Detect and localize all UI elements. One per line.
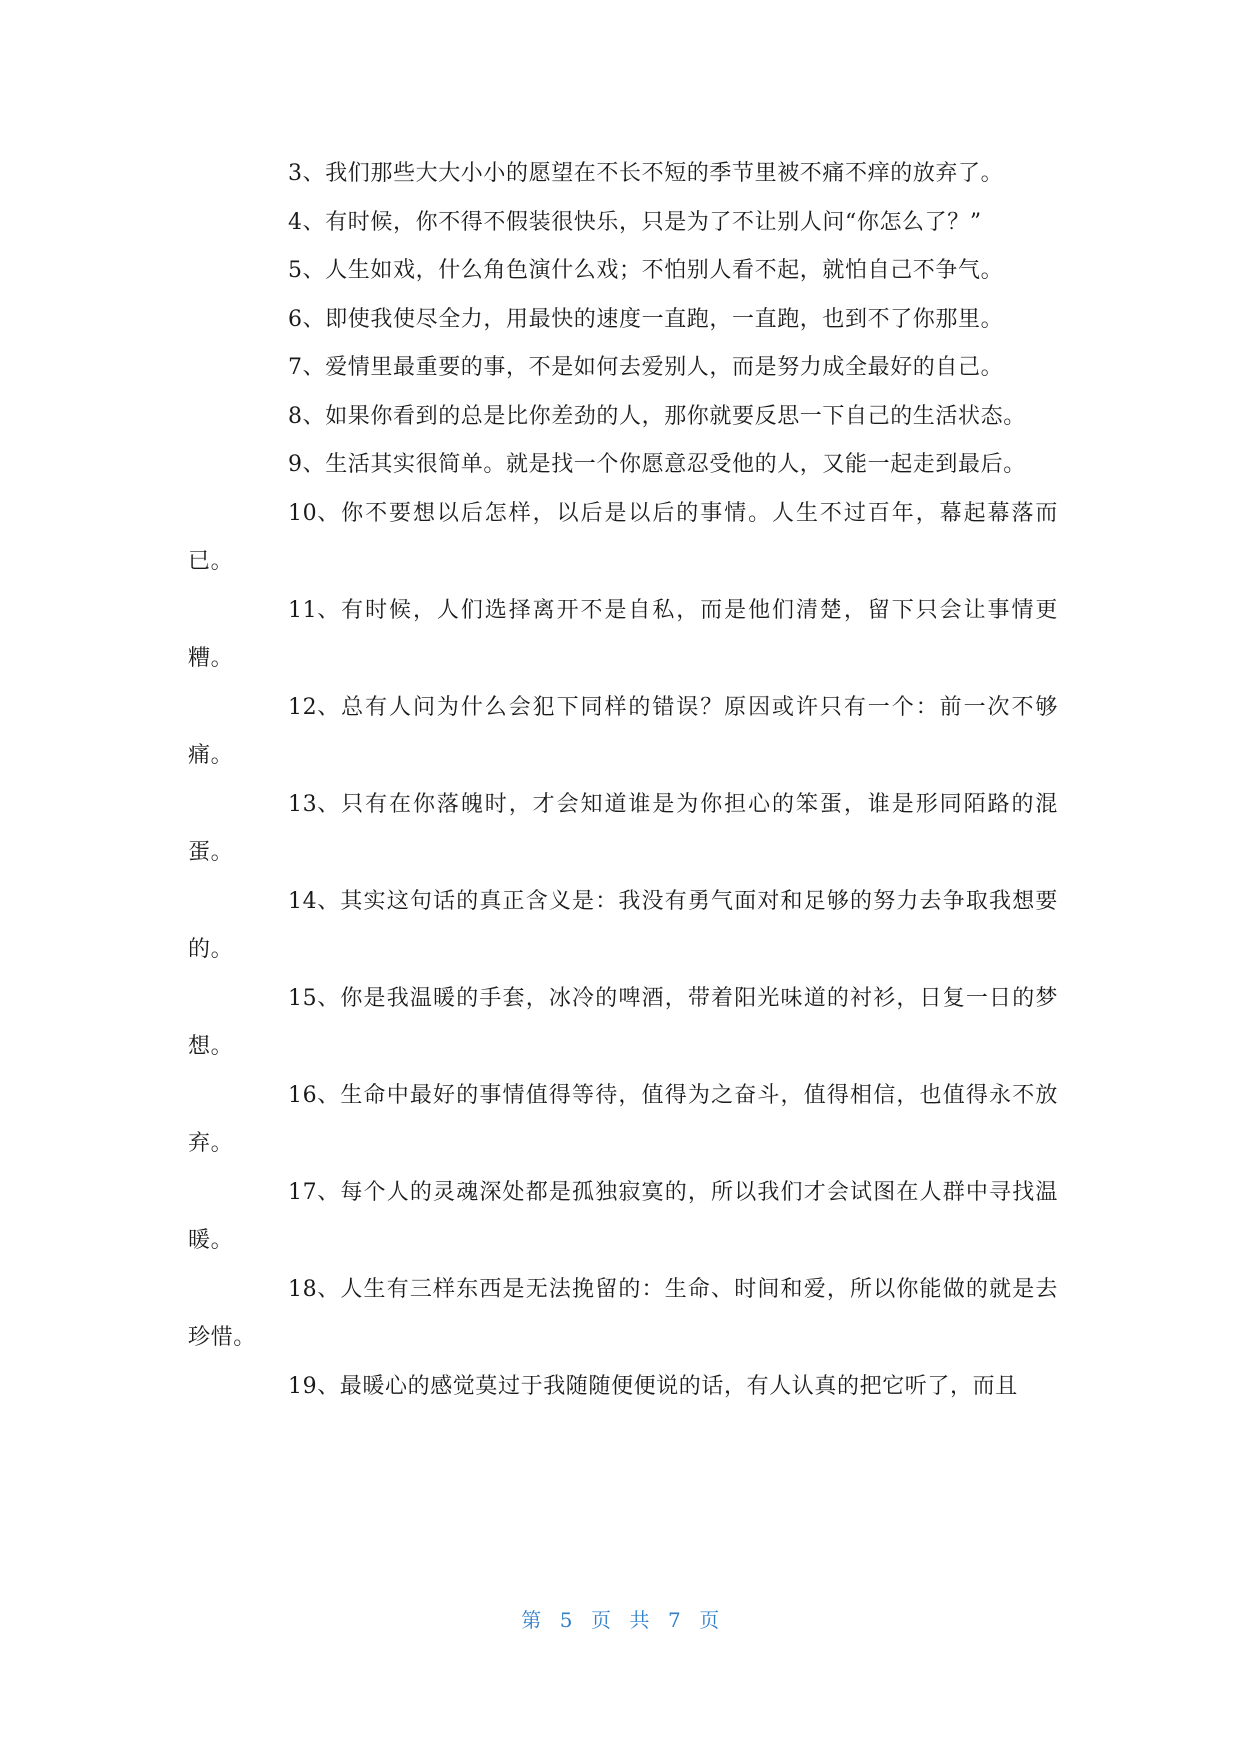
item-text: 最暖心的感觉莫过于我随随便便说的话，有人认真的把它听了，而且 — [339, 1373, 1018, 1399]
list-item — [188, 344, 1058, 393]
list-item — [188, 441, 1058, 490]
item-number: 7、 — [288, 355, 326, 380]
item-text: 人生有三样东西是无法挽留的：生命、时间和爱，所以你能做的就是去珍惜。 — [188, 1276, 1058, 1350]
item-text: 每个人的灵魂深处都是孤独寂寞的，所以我们才会试图在人群中寻找温暖。 — [188, 1179, 1058, 1253]
item-text: 人生如戏，什么角色演什么戏；不怕别人看不起，就怕自己不争气。 — [325, 258, 1004, 283]
item-number: 11、 — [288, 597, 340, 623]
current-page-number: 5 — [559, 1608, 573, 1632]
item-number: 12、 — [288, 694, 340, 720]
list-item — [188, 684, 1058, 781]
item-text: 只有在你落魄时，才会知道谁是为你担心的笨蛋，谁是形同陌路的混蛋。 — [188, 791, 1058, 865]
document-body — [188, 150, 1058, 1411]
footer-word-ye-end: 页 — [699, 1608, 720, 1632]
item-text: 即使我使尽全力，用最快的速度一直跑，一直跑，也到不了你那里。 — [325, 306, 1004, 332]
item-number: 8、 — [288, 403, 326, 429]
list-item — [188, 878, 1058, 975]
list-item — [188, 296, 1058, 345]
item-number: 3、 — [288, 161, 326, 186]
list-item — [188, 781, 1058, 878]
item-number: 18、 — [288, 1276, 340, 1302]
item-number: 14、 — [288, 888, 340, 914]
list-item — [188, 247, 1058, 296]
list-item — [188, 975, 1058, 1072]
item-number: 19、 — [288, 1373, 340, 1399]
item-text: 总有人问为什么会犯下同样的错误？原因或许只有一个：前一次不够痛。 — [188, 694, 1058, 768]
list-item — [188, 150, 1058, 199]
item-text: 爱情里最重要的事，不是如何去爱别人，而是努力成全最好的自己。 — [325, 355, 1004, 380]
item-number: 5、 — [288, 258, 326, 283]
item-number: 17、 — [288, 1179, 340, 1205]
page-footer — [0, 1604, 1241, 1633]
item-text: 有时候，你不得不假装很快乐，只是为了不让别人问“你怎么了？” — [325, 209, 982, 235]
item-text: 你是我温暖的手套，冰冷的啤酒，带着阳光味道的衬衫，日复一日的梦想。 — [188, 985, 1058, 1059]
list-item — [188, 199, 1058, 248]
footer-word-gong: 共 — [629, 1608, 650, 1632]
footer-word-di: 第 — [521, 1608, 542, 1632]
item-number: 4、 — [288, 209, 326, 235]
list-item — [188, 393, 1058, 442]
footer-word-ye: 页 — [591, 1608, 612, 1632]
item-text: 有时候，人们选择离开不是自私，而是他们清楚，留下只会让事情更糟。 — [188, 597, 1058, 671]
item-number: 10、 — [288, 500, 340, 526]
item-text: 其实这句话的真正含义是：我没有勇气面对和足够的努力去争取我想要的。 — [188, 888, 1058, 962]
list-item — [188, 1266, 1058, 1363]
list-item — [188, 1169, 1058, 1266]
list-item — [188, 1072, 1058, 1169]
item-number: 15、 — [288, 985, 340, 1011]
item-text: 如果你看到的总是比你差劲的人，那你就要反思一下自己的生活状态。 — [325, 403, 1026, 429]
item-text: 生活其实很简单。就是找一个你愿意忍受他的人，又能一起走到最后。 — [325, 452, 1026, 477]
list-item — [188, 587, 1058, 684]
item-number: 9、 — [288, 452, 326, 477]
item-text: 我们那些大大小小的愿望在不长不短的季节里被不痛不痒的放弃了。 — [325, 161, 1004, 186]
total-page-number: 7 — [668, 1608, 682, 1632]
item-text: 生命中最好的事情值得等待，值得为之奋斗，值得相信，也值得永不放弃。 — [188, 1082, 1058, 1156]
item-number: 6、 — [288, 306, 326, 332]
list-item — [188, 490, 1058, 587]
item-text: 你不要想以后怎样，以后是以后的事情。人生不过百年，幕起幕落而已。 — [188, 500, 1058, 574]
item-number: 13、 — [288, 791, 340, 817]
item-number: 16、 — [288, 1082, 340, 1108]
list-item — [188, 1363, 1058, 1412]
